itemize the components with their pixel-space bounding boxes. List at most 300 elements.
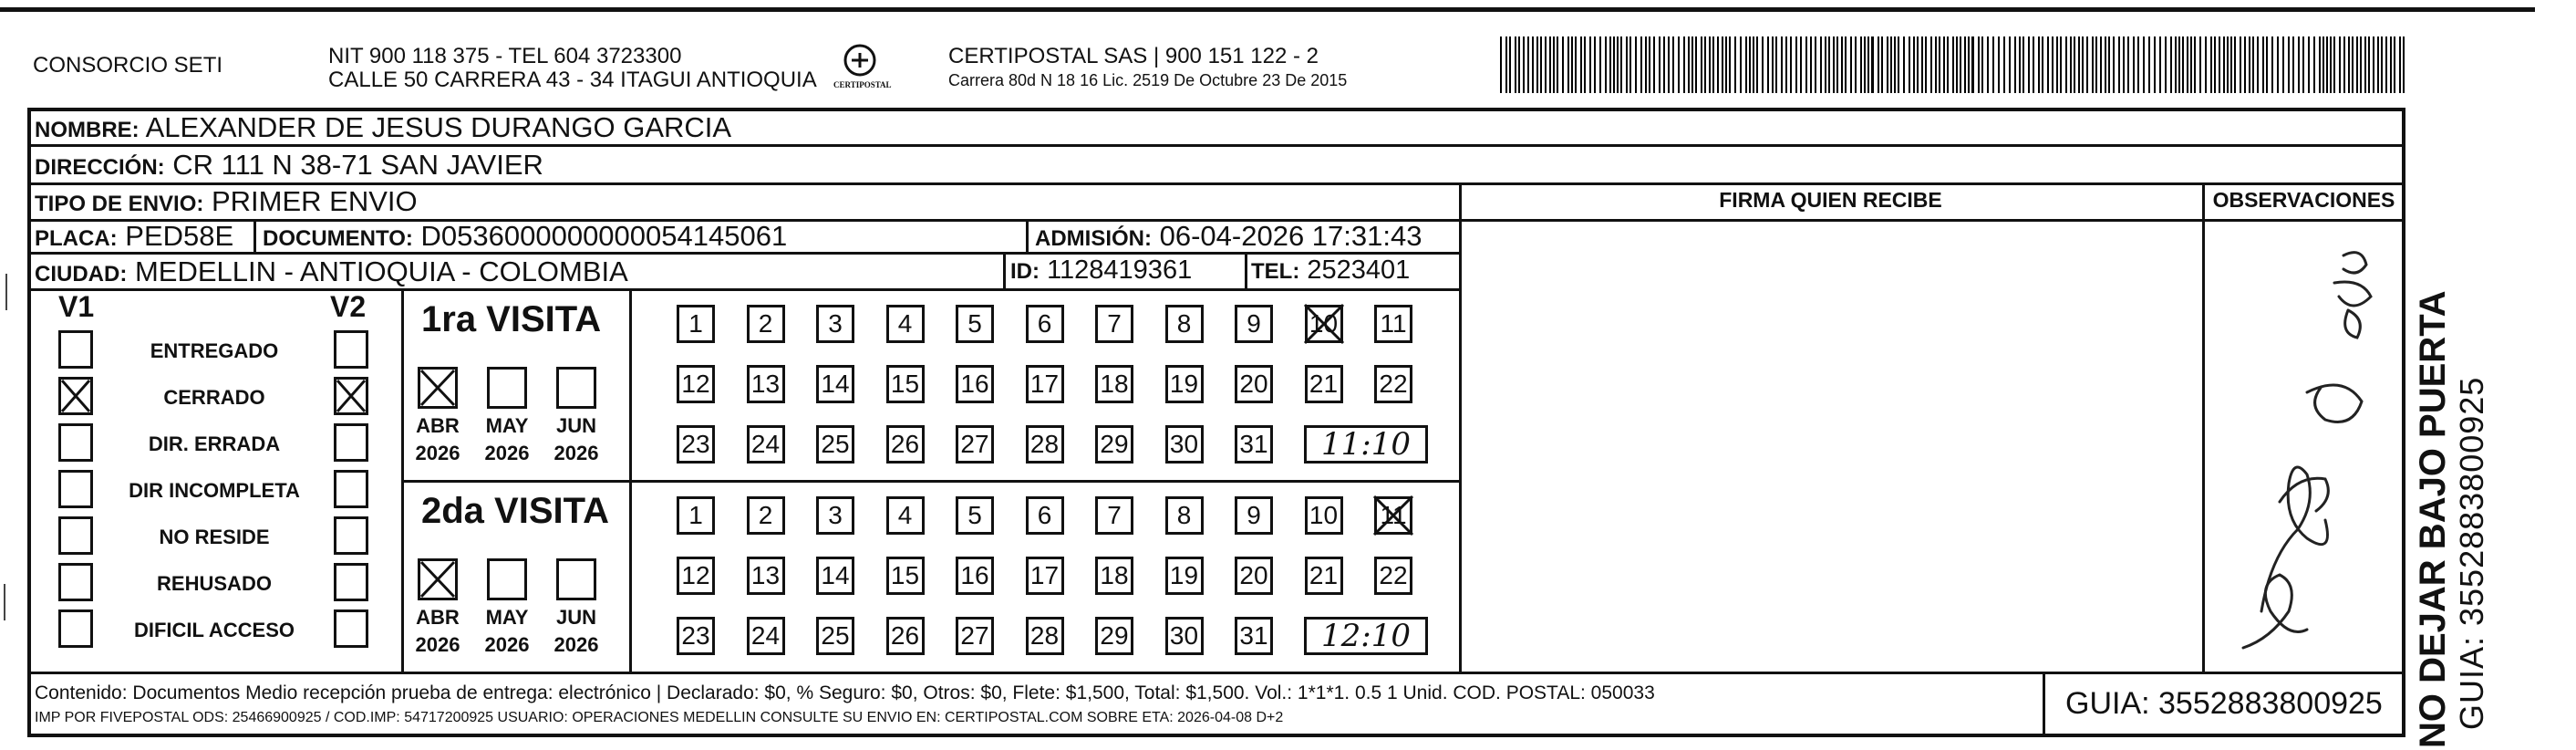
footer-guia: GUIA: 3552883800925 — [2065, 686, 2383, 721]
v1-checkbox[interactable] — [58, 330, 93, 369]
barcode-bar — [1871, 36, 1874, 93]
day-box[interactable]: 21 — [1305, 557, 1343, 595]
day-box[interactable]: 23 — [677, 617, 715, 655]
v1-checkbox[interactable] — [58, 563, 93, 601]
barcode-bar — [2249, 36, 2250, 93]
barcode-bar — [2330, 36, 2332, 93]
month-checkbox[interactable] — [556, 558, 596, 600]
barcode-bar — [1887, 36, 1888, 93]
barcode-bar — [1992, 36, 1994, 93]
barcode-bar — [2070, 36, 2072, 93]
barcode-bar — [1500, 36, 1502, 93]
barcode-bar — [2170, 36, 2172, 93]
nombre-row — [35, 111, 731, 144]
col-divider — [1459, 182, 1462, 672]
day-box[interactable]: 29 — [1095, 617, 1133, 655]
top-rule — [0, 7, 2535, 12]
barcode-bar — [1734, 36, 1736, 93]
barcode-bar — [2033, 36, 2034, 93]
barcode-bar — [2108, 36, 2110, 93]
day-box[interactable]: 3 — [816, 496, 854, 535]
certipostal-line1: CERTIPOSTAL SAS | 900 151 122 - 2 — [948, 44, 1319, 68]
col-divider — [401, 288, 404, 672]
status-label: DIR INCOMPLETA — [129, 479, 300, 502]
barcode-bar — [2308, 36, 2310, 93]
day-box[interactable]: 26 — [886, 425, 925, 464]
barcode-bar — [1749, 36, 1751, 93]
barcode-bar — [2199, 36, 2201, 93]
barcode-bar — [1864, 36, 1866, 93]
barcode-bar — [2326, 36, 2328, 93]
barcode-bar — [1717, 36, 1719, 93]
barcode-bar — [1775, 36, 1777, 93]
barcode-bar — [1943, 36, 1945, 93]
barcode-bar — [1629, 36, 1631, 93]
day-box[interactable]: 9 — [1235, 305, 1273, 343]
barcode-bar — [1841, 36, 1843, 93]
day-box[interactable]: 17 — [1026, 557, 1064, 595]
day-box[interactable]: 2 — [747, 305, 785, 343]
year-label: 2026 — [484, 633, 530, 656]
imp-text: IMP POR FIVEPOSTAL ODS: 25466900925 / COD.IMP: 54717200925 USUARIO: OPERACIONES MEDELLIN CONSULTE SU ENVIO EN: CERTIPOSTAL.COM SOBRE ETA: 2026-04-08 D+2 — [35, 710, 1284, 725]
barcode-bar — [1683, 36, 1685, 93]
barcode-bar — [1571, 36, 1573, 93]
barcode-bar — [2113, 36, 2115, 93]
day-box[interactable]: 30 — [1165, 425, 1204, 464]
day-box[interactable]: 30 — [1165, 617, 1204, 655]
barcode-bar — [1947, 36, 1949, 93]
day-box[interactable]: 12 — [677, 365, 715, 403]
barcode-bar — [1518, 36, 1520, 93]
barcode-bar — [2399, 36, 2401, 93]
barcode-bar — [1599, 36, 1601, 93]
col-divider — [629, 288, 632, 672]
v1-checkbox[interactable] — [58, 423, 93, 462]
barcode-bar — [1688, 36, 1690, 93]
col-divider — [1003, 252, 1006, 288]
day-box[interactable]: 19 — [1165, 365, 1204, 403]
barcode-bar — [1609, 36, 1611, 93]
day-box[interactable]: 22 — [1374, 557, 1412, 595]
barcode-bar — [2323, 36, 2324, 93]
day-box[interactable]: 27 — [956, 617, 994, 655]
barcode-bar — [2133, 36, 2135, 93]
barcode-bar — [1978, 36, 1980, 93]
barcode-bar — [2023, 36, 2024, 93]
time-box[interactable]: 12:10 — [1304, 617, 1428, 655]
day-box[interactable]: 18 — [1095, 365, 1133, 403]
barcode-bar — [1626, 36, 1628, 93]
barcode-bar — [2343, 36, 2345, 93]
nombre-value: ALEXANDER DE JESUS DURANGO GARCIA — [145, 111, 732, 143]
barcode-bar — [2262, 36, 2264, 93]
day-box[interactable]: 3 — [816, 305, 854, 343]
row-divider — [27, 144, 2405, 147]
day-check-mark — [1301, 301, 1347, 347]
barcode-bar — [2333, 36, 2335, 93]
month-label: ABR — [416, 414, 460, 437]
day-box[interactable]: 20 — [1235, 557, 1273, 595]
day-box[interactable]: 27 — [956, 425, 994, 464]
day-box[interactable]: 5 — [956, 496, 994, 535]
day-box[interactable]: 16 — [956, 557, 994, 595]
barcode-bar — [1589, 36, 1591, 93]
barcode-bar — [1917, 36, 1919, 93]
v1-label: V1 — [58, 290, 95, 323]
barcode-bar — [1894, 36, 1896, 93]
barcode-bar — [1640, 36, 1642, 93]
day-box[interactable]: 28 — [1026, 425, 1064, 464]
barcode-bar — [1964, 36, 1966, 93]
barcode-bar — [1659, 36, 1660, 93]
v2-check-mark — [334, 377, 368, 415]
day-box[interactable]: 7 — [1095, 496, 1133, 535]
barcode-bar — [2159, 36, 2161, 93]
barcode-bar — [1536, 36, 1538, 93]
barcode-bar — [2105, 36, 2106, 93]
barcode-bar — [2302, 36, 2304, 93]
documento-cell — [263, 220, 787, 253]
barcode-bar — [1725, 36, 1727, 93]
year-label: 2026 — [415, 633, 460, 656]
barcode-bar — [1833, 36, 1835, 93]
status-label: REHUSADO — [157, 572, 272, 595]
contenido-text: Contenido: Documentos Medio recepción prueba de entrega: electrónico | Declarado: $0, % Seguro: $0, Otros: $0, Flete: $1,500, Total: $1,500. Vol.: 1*1*1. 0.5 1 Unid. COD. POSTAL: 050033 — [35, 682, 1655, 703]
day-box[interactable]: 20 — [1235, 365, 1273, 403]
day-box[interactable]: 6 — [1026, 305, 1064, 343]
barcode-bar — [1790, 36, 1792, 93]
documento-label: DOCUMENTO: — [263, 226, 413, 251]
barcode-bar — [2214, 36, 2216, 93]
barcode-bar — [1860, 36, 1862, 93]
barcode-bar — [1909, 36, 1910, 93]
status-label: NO RESIDE — [159, 526, 270, 548]
visit-title: 2da VISITA — [421, 491, 609, 531]
day-box[interactable]: 19 — [1165, 557, 1204, 595]
day-box[interactable]: 21 — [1305, 365, 1343, 403]
month-label: ABR — [416, 606, 460, 629]
barcode-bar — [2092, 36, 2094, 93]
day-box[interactable]: 24 — [747, 425, 785, 464]
col-divider — [253, 219, 256, 252]
barcode-bar — [1704, 36, 1706, 93]
month-label: JUN — [555, 606, 596, 629]
barcode-bar — [1772, 36, 1774, 93]
barcode-bar — [1668, 36, 1670, 93]
barcode-bar — [1549, 36, 1551, 93]
barcode-bar — [2143, 36, 2145, 93]
day-box[interactable]: 15 — [886, 365, 925, 403]
barcode — [1500, 36, 2412, 93]
barcode-bar — [1855, 36, 1857, 93]
barcode-bar — [1527, 36, 1529, 93]
barcode-bar — [2095, 36, 2097, 93]
barcode-bar — [2339, 36, 2341, 93]
day-box[interactable]: 29 — [1095, 425, 1133, 464]
barcode-bar — [2182, 36, 2184, 93]
barcode-bar — [2205, 36, 2207, 93]
certipostal-line2: Carrera 80d N 18 16 Lic. 2519 De Octubre 23 De 2015 — [948, 71, 1348, 89]
tel-value: 2523401 — [1307, 255, 1411, 285]
day-box[interactable]: 11 — [1374, 496, 1412, 535]
barcode-bar — [1562, 36, 1564, 93]
month-label: MAY — [485, 414, 529, 437]
barcode-bar — [1952, 36, 1954, 93]
day-box[interactable]: 12 — [677, 557, 715, 595]
day-box[interactable]: 5 — [956, 305, 994, 343]
barcode-bar — [2187, 36, 2188, 93]
month-check-mark — [418, 558, 458, 600]
barcode-bar — [2178, 36, 2180, 93]
day-box[interactable]: 1 — [677, 496, 715, 535]
barcode-bar — [1903, 36, 1905, 93]
day-box[interactable]: 26 — [886, 617, 925, 655]
nit-line: NIT 900 118 375 - TEL 604 3723300 — [328, 44, 682, 68]
barcode-bar — [1921, 36, 1923, 93]
barcode-bar — [1956, 36, 1958, 93]
status-label: DIFICIL ACCESO — [133, 619, 295, 641]
barcode-bar — [2194, 36, 2196, 93]
left-margin-mark — [5, 274, 7, 310]
barcode-bar — [2060, 36, 2062, 93]
barcode-bar — [2028, 36, 2030, 93]
barcode-bar — [2123, 36, 2125, 93]
day-box[interactable]: 4 — [886, 305, 925, 343]
barcode-bar — [2364, 36, 2366, 93]
barcode-bar — [1515, 36, 1516, 93]
no-dejar-bajo-puerta: NO DEJAR BAJO PUERTA — [2413, 290, 2453, 748]
barcode-bar — [1557, 36, 1558, 93]
barcode-bar — [1998, 36, 2000, 93]
barcode-bar — [1767, 36, 1769, 93]
month-checkbox[interactable] — [487, 558, 527, 600]
barcode-bar — [2252, 36, 2254, 93]
ciudad-cell — [35, 255, 628, 288]
day-box[interactable]: 23 — [677, 425, 715, 464]
col-divider — [2202, 182, 2205, 672]
barcode-bar — [1540, 36, 1542, 93]
day-box[interactable]: 2 — [747, 496, 785, 535]
barcode-bar — [2065, 36, 2067, 93]
barcode-bar — [1729, 36, 1731, 93]
day-box[interactable]: 6 — [1026, 496, 1064, 535]
barcode-bar — [2009, 36, 2011, 93]
tipo-envio-row — [35, 185, 418, 218]
side-guia: GUIA: 3552883800925 — [2453, 376, 2490, 730]
day-check-mark — [1371, 493, 1416, 538]
barcode-bar — [1898, 36, 1899, 93]
v1-checkbox[interactable] — [58, 470, 93, 508]
footer-divider — [27, 672, 2405, 674]
barcode-bar — [1836, 36, 1838, 93]
admision-value: 06-04-2026 17:31:43 — [1159, 220, 1422, 252]
time-box[interactable]: 11:10 — [1304, 425, 1428, 464]
direccion-value: CR 111 N 38-71 SAN JAVIER — [172, 149, 543, 181]
barcode-bar — [2137, 36, 2139, 93]
barcode-bar — [1881, 36, 1883, 93]
barcode-bar — [2288, 36, 2290, 93]
barcode-bar — [1939, 36, 1940, 93]
barcode-bar — [2385, 36, 2387, 93]
barcode-bar — [1584, 36, 1586, 93]
address-line: CALLE 50 CARRERA 43 - 34 ITAGUI ANTIOQUIA — [328, 68, 817, 92]
day-box[interactable]: 10 — [1305, 496, 1343, 535]
v1-check-mark — [58, 377, 93, 415]
v2-checkbox[interactable] — [334, 609, 368, 648]
day-box[interactable]: 10 — [1305, 305, 1343, 343]
barcode-bar — [2014, 36, 2016, 93]
barcode-bar — [1820, 36, 1822, 93]
barcode-bar — [1890, 36, 1892, 93]
barcode-bar — [2319, 36, 2321, 93]
barcode-bar — [1672, 36, 1674, 93]
day-box[interactable]: 24 — [747, 617, 785, 655]
day-box[interactable]: 9 — [1235, 496, 1273, 535]
barcode-bar — [2352, 36, 2354, 93]
day-box[interactable]: 14 — [816, 557, 854, 595]
day-box[interactable]: 7 — [1095, 305, 1133, 343]
barcode-bar — [1505, 36, 1507, 93]
month-check-mark — [418, 367, 458, 409]
day-box[interactable]: 13 — [747, 557, 785, 595]
left-margin-mark — [4, 584, 5, 620]
barcode-bar — [2394, 36, 2395, 93]
tel-label: TEL: — [1251, 259, 1300, 284]
barcode-bar — [2244, 36, 2246, 93]
logo-caption: CERTIPOSTAL — [833, 80, 892, 89]
day-box[interactable]: 31 — [1235, 425, 1273, 464]
placa-label: PLACA: — [35, 226, 118, 251]
barcode-bar — [2165, 36, 2167, 93]
barcode-bar — [2348, 36, 2350, 93]
barcode-bar — [1613, 36, 1615, 93]
row-divider — [27, 288, 1459, 291]
barcode-bar — [2381, 36, 2383, 93]
day-box[interactable]: 14 — [816, 365, 854, 403]
documento-value: D0536000000000054145061 — [420, 220, 788, 252]
barcode-bar — [1691, 36, 1693, 93]
admision-label: ADMISIÓN: — [1035, 226, 1152, 251]
month-label: MAY — [485, 606, 529, 629]
id-value: 1128419361 — [1047, 255, 1193, 285]
barcode-bar — [1913, 36, 1915, 93]
id-cell — [1010, 255, 1192, 286]
barcode-bar — [2257, 36, 2259, 93]
barcode-bar — [1701, 36, 1702, 93]
day-box[interactable]: 17 — [1026, 365, 1064, 403]
barcode-bar — [1580, 36, 1582, 93]
day-box[interactable]: 1 — [677, 305, 715, 343]
barcode-bar — [1845, 36, 1847, 93]
day-box[interactable]: 25 — [816, 617, 854, 655]
v2-checkbox[interactable] — [334, 516, 368, 555]
barcode-bar — [2154, 36, 2156, 93]
barcode-bar — [2082, 36, 2084, 93]
day-box[interactable]: 4 — [886, 496, 925, 535]
barcode-bar — [1930, 36, 1932, 93]
barcode-bar — [2223, 36, 2225, 93]
barcode-bar — [2234, 36, 2236, 93]
barcode-bar — [1800, 36, 1802, 93]
direccion-row — [35, 149, 543, 182]
day-box[interactable]: 18 — [1095, 557, 1133, 595]
barcode-bar — [1850, 36, 1852, 93]
barcode-bar — [1878, 36, 1879, 93]
barcode-bar — [2056, 36, 2058, 93]
month-checkbox[interactable] — [556, 367, 596, 409]
barcode-bar — [2227, 36, 2229, 93]
barcode-bar — [2266, 36, 2268, 93]
barcode-bar — [2271, 36, 2273, 93]
barcode-bar — [2078, 36, 2080, 93]
barcode-bar — [1709, 36, 1711, 93]
visit-title: 1ra VISITA — [421, 299, 602, 339]
ciudad-value: MEDELLIN - ANTIOQUIA - COLOMBIA — [134, 255, 628, 287]
v2-checkbox[interactable] — [334, 423, 368, 462]
v2-checkbox[interactable] — [334, 330, 368, 369]
observaciones-handwriting — [2207, 228, 2398, 666]
v1-checkbox[interactable] — [58, 516, 93, 555]
v2-checkbox[interactable] — [334, 470, 368, 508]
certipostal-logo — [828, 40, 892, 95]
year-label: 2026 — [553, 442, 599, 464]
day-box[interactable]: 13 — [747, 365, 785, 403]
day-box[interactable]: 15 — [886, 557, 925, 595]
day-box[interactable]: 25 — [816, 425, 854, 464]
month-label: JUN — [555, 414, 596, 437]
v2-checkbox[interactable] — [334, 563, 368, 601]
day-box[interactable]: 28 — [1026, 617, 1064, 655]
barcode-bar — [1678, 36, 1680, 93]
year-label: 2026 — [553, 633, 599, 656]
day-box[interactable]: 16 — [956, 365, 994, 403]
barcode-bar — [2100, 36, 2102, 93]
tipo-envio-value: PRIMER ENVIO — [211, 185, 418, 217]
firma-header: FIRMA QUIEN RECIBE — [1719, 188, 1942, 212]
barcode-bar — [2390, 36, 2392, 93]
barcode-bar — [2047, 36, 2049, 93]
v2-label: V2 — [330, 290, 367, 323]
barcode-bar — [1753, 36, 1754, 93]
barcode-bar — [2074, 36, 2075, 93]
barcode-bar — [1663, 36, 1665, 93]
day-box[interactable]: 8 — [1165, 305, 1204, 343]
day-box[interactable]: 22 — [1374, 365, 1412, 403]
tipo-envio-label: TIPO DE ENVIO: — [35, 192, 204, 216]
barcode-bar — [1815, 36, 1816, 93]
status-label: CERRADO — [163, 386, 265, 409]
ciudad-label: CIUDAD: — [35, 262, 128, 286]
barcode-bar — [1620, 36, 1622, 93]
v1-checkbox[interactable] — [58, 609, 93, 648]
nombre-label: NOMBRE: — [35, 118, 140, 142]
barcode-bar — [2127, 36, 2129, 93]
day-box[interactable]: 31 — [1235, 617, 1273, 655]
barcode-bar — [1828, 36, 1830, 93]
barcode-bar — [2038, 36, 2040, 93]
barcode-bar — [2377, 36, 2379, 93]
month-checkbox[interactable] — [487, 367, 527, 409]
barcode-bar — [1740, 36, 1742, 93]
day-box[interactable]: 11 — [1374, 305, 1412, 343]
col-divider — [1245, 252, 1247, 288]
barcode-bar — [2277, 36, 2279, 93]
barcode-bar — [2368, 36, 2370, 93]
day-box[interactable]: 8 — [1165, 496, 1204, 535]
barcode-bar — [2052, 36, 2054, 93]
status-label: ENTREGADO — [150, 339, 279, 362]
barcode-bar — [2282, 36, 2284, 93]
